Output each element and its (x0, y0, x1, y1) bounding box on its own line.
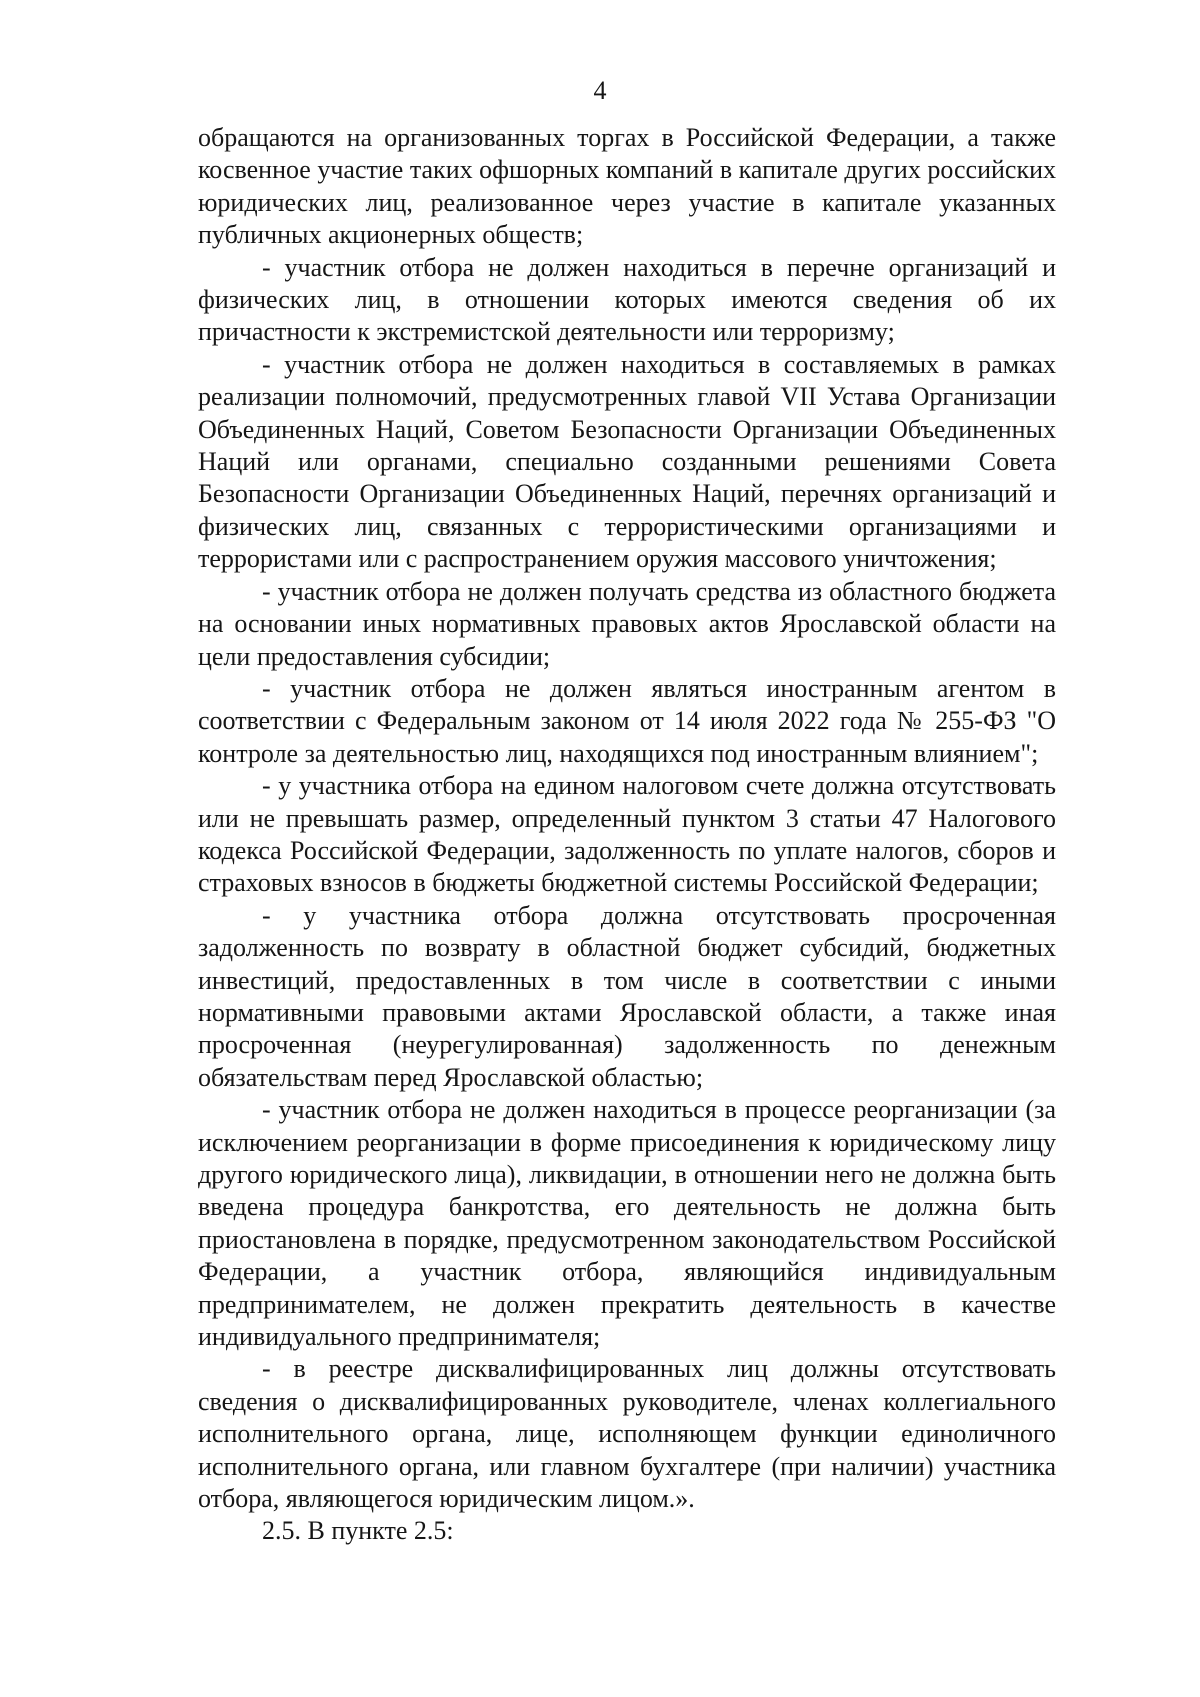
paragraph-section-2-5: 2.5. В пункте 2.5: (262, 1516, 454, 1546)
paragraph-disqualified-persons: - в реестре дисквалифицированных лиц должны отсутствовать сведения о дисквалифицированных руководителе, членах коллегиального исполнительного органа, лице, исполняющем функции единоличного исполнительного органа, или главном бухгалтере (при наличии) участника отбора, являющегося юридическим лицом.». (198, 1354, 1056, 1514)
page-number: 4 (593, 76, 607, 105)
paragraph-regional-budget-funds: - участник отбора не должен получать средства из областного бюджета на основании иных нормативных правовых актов Ярославской области на цели предоставления субсидии; (198, 576, 1056, 671)
paragraph-reorganization-bankruptcy: - участник отбора не должен находиться в процессе реорганизации (за исключением реорганизации в форме присоединения к юридическому лицу другого юридического лица), ликвидации, в отношении него не должна быть введена процедура банкротства, его деятельность не должна быть приостановлена в порядке, предусмотренном законодательством Российской Федерации, а участник отбора, являющийся индивидуальным предпринимателем, не должен прекратить деятельность в качестве индивидуального предпринимателя; (198, 1095, 1056, 1352)
paragraph-tax-debt: - у участника отбора на едином налоговом счете должна отсутствовать или не превышать размер, определенный пунктом 3 статьи 47 Налогового кодекса Российской Федерации, задолженность по уплате налогов, сборов и страховых взносов в бюджеты бюджетной системы Российской Федерации; (198, 771, 1056, 898)
paragraph-offshore-participation: обращаются на организованных торгах в Российской Федерации, а также косвенное участие таких офшорных компаний в капитале других российских юридических лиц, реализованное через участие в капитале указанных публичных акционерных обществ; (198, 123, 1056, 250)
paragraph-overdue-debt: - у участника отбора должна отсутствовать просроченная задолженность по возврату в областной бюджет субсидий, бюджетных инвестиций, предоставленных в том числе в соответствии с иными нормативными правовыми актами Ярославской области, а также иная просроченная (неурегулированная) задолженность по денежным обязательствам перед Ярославской областью; (198, 900, 1056, 1092)
paragraph-extremism-list: - участник отбора не должен находиться в перечне организаций и физических лиц, в отношении которых имеются сведения об их причастности к экстремистской деятельности или терроризму; (198, 252, 1056, 347)
paragraph-foreign-agent: - участник отбора не должен являться иностранным агентом в соответствии с Федеральным законом от 14 июля 2022 года № 255-ФЗ "О контроле за деятельностью лиц, находящихся под иностранным влиянием"; (198, 673, 1056, 768)
document-body (198, 122, 1056, 1548)
paragraph-un-security-council-lists: - участник отбора не должен находиться в составляемых в рамках реализации полномочий, предусмотренных главой VII Устава Организации Объединенных Наций, Советом Безопасности Организации Объединенных Наций или органами, специально созданными решениями Совета Безопасности Организации Объединенных Наций, перечнях организаций и физических лиц, связанных с террористическими организациями и террористами или с распространением оружия массового уничтожения; (198, 349, 1056, 574)
